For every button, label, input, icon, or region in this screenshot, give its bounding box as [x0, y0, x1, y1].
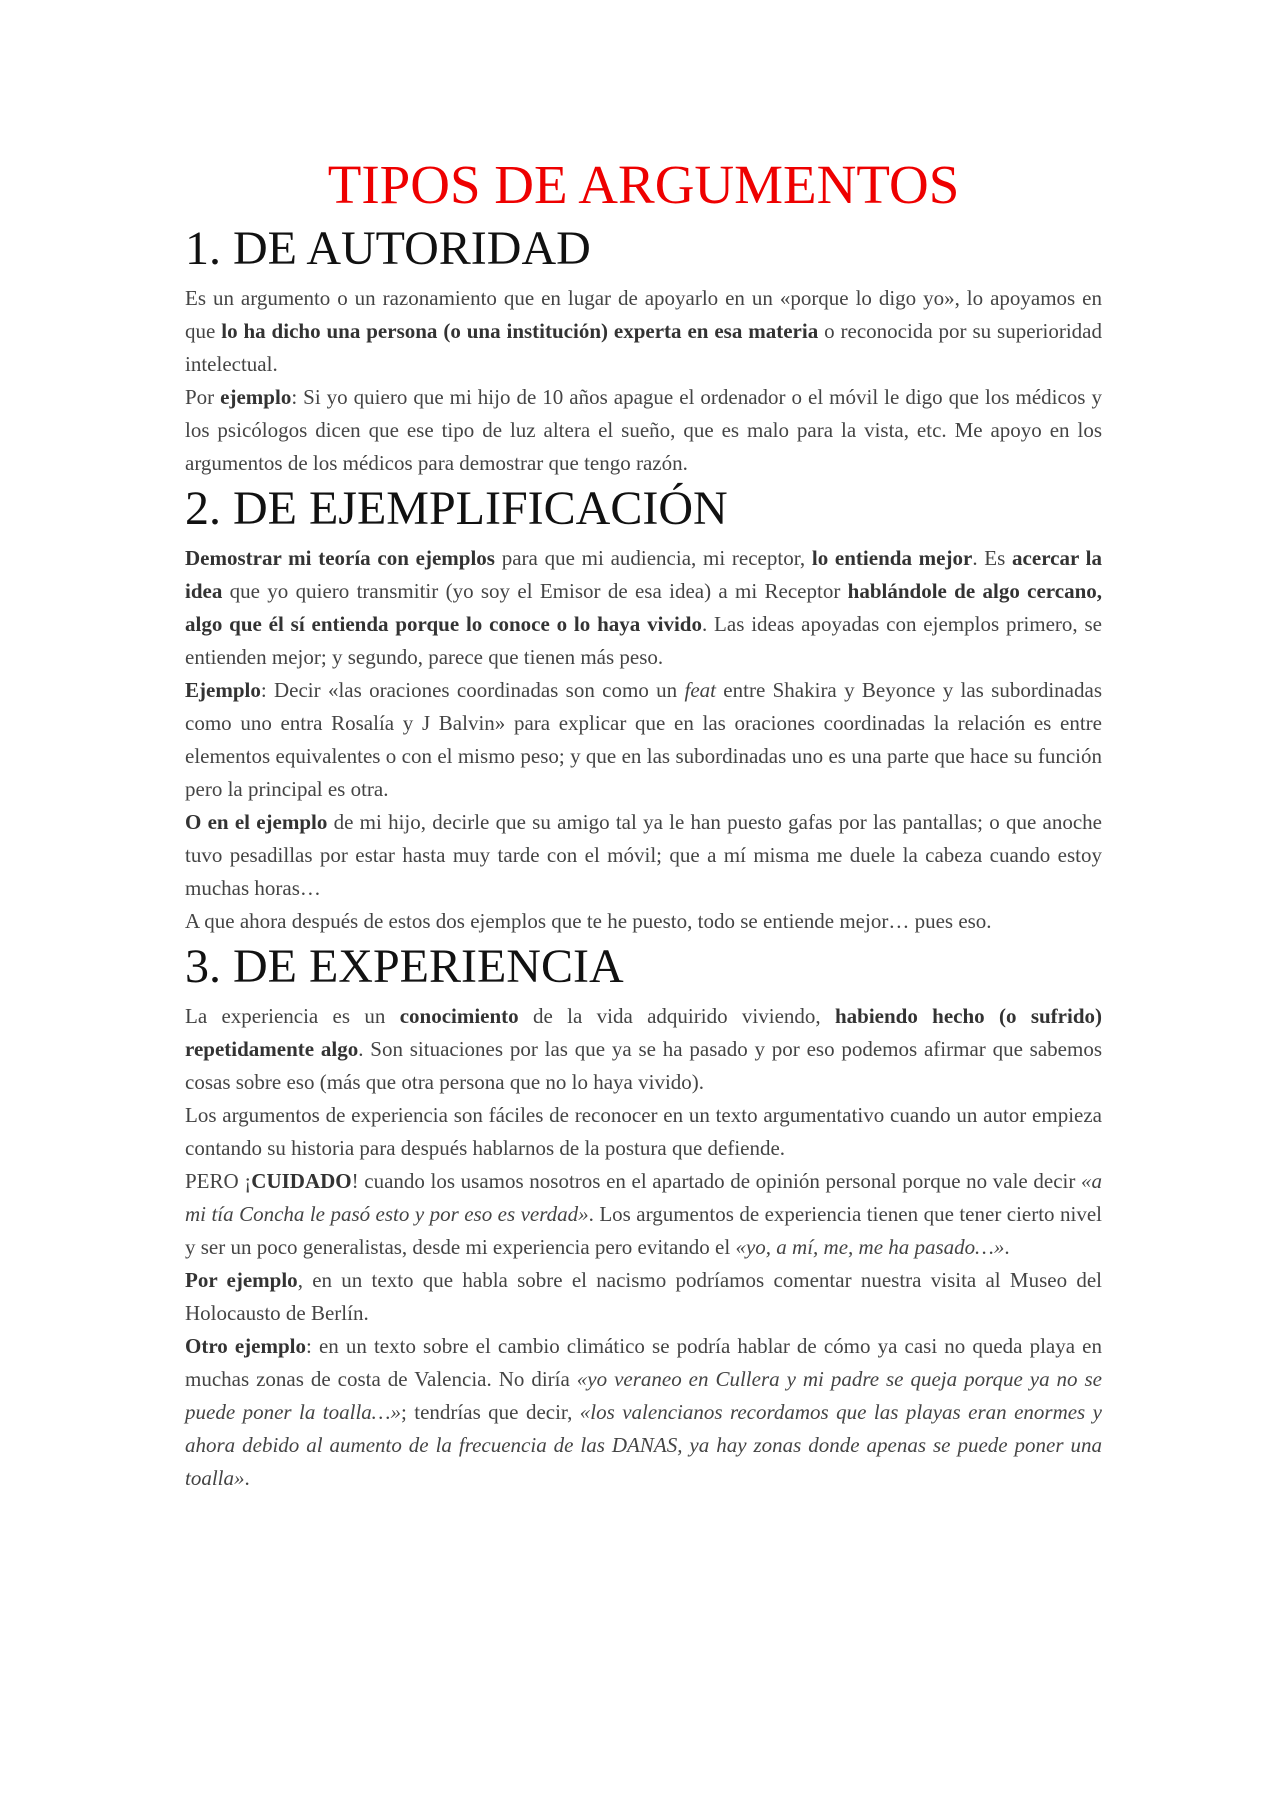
- paragraph: [185, 1099, 1102, 1165]
- text-run: .: [244, 1466, 250, 1490]
- text-run: ; tendrías que decir,: [400, 1400, 580, 1424]
- paragraph: [185, 1000, 1102, 1099]
- text-run: : Decir «las oraciones coordinadas son como un: [260, 678, 685, 702]
- text-run: . Es: [972, 546, 1013, 570]
- text-run: Es un argumento o un razonamiento que en lugar de apoyarlo en un «porque lo digo yo», lo apoyamos en que: [185, 286, 1102, 343]
- bold-text: Por ejemplo: [185, 1268, 298, 1292]
- text-run: PERO ¡: [185, 1169, 252, 1193]
- italic-text: «yo, a mí, me, me ha pasado…»: [735, 1235, 1005, 1259]
- text-run: Por: [185, 385, 221, 409]
- section-1: [185, 222, 1102, 480]
- bold-text: Ejemplo: [185, 678, 261, 702]
- text-run: para que mi audiencia, mi receptor,: [494, 546, 812, 570]
- bold-text: lo ha dicho una persona (o una institución) experta en esa materia: [221, 319, 819, 343]
- text-run: , en un texto que habla sobre el nacismo podríamos comentar nuestra visita al Museo del Holocausto de Berlín.: [185, 1268, 1102, 1325]
- section-2: [185, 482, 1102, 938]
- section-heading: 1. DE AUTORIDAD: [185, 222, 591, 275]
- paragraph: [185, 381, 1102, 480]
- bold-text: Demostrar mi teoría con ejemplos: [185, 546, 495, 570]
- paragraph: [185, 806, 1102, 905]
- paragraph: [185, 282, 1102, 381]
- page-title: TIPOS DE ARGUMENTOS: [327, 154, 960, 215]
- section-heading: 3. DE EXPERIENCIA: [185, 940, 624, 993]
- bold-text: conocimiento: [399, 1004, 519, 1028]
- text-run: : Si yo quiero que mi hijo de 10 años apague el ordenador o el móvil le digo que los médicos y los psicólogos dicen que ese tipo de luz altera el sueño, que es malo para la vista, etc. Me apoyo en los argumentos de los médicos para demostrar que tengo razón.: [185, 385, 1102, 475]
- paragraph: [185, 1330, 1102, 1495]
- bold-text: CUIDADO: [251, 1169, 352, 1193]
- sections-container: [185, 222, 1102, 1495]
- bold-text: Otro ejemplo: [185, 1334, 307, 1358]
- bold-text: lo entienda mejor: [811, 546, 973, 570]
- paragraph: [185, 542, 1102, 674]
- italic-text: «yo veraneo en Cullera y mi padre se queja porque ya no se puede poner la toalla…»: [185, 1367, 1103, 1424]
- paragraph: [185, 1264, 1102, 1330]
- bold-text: acercar la idea: [185, 546, 1102, 603]
- document-body: [185, 152, 1102, 1497]
- text-run: : en un texto sobre el cambio climático se podría hablar de cómo ya casi no queda playa en muchas zonas de costa de Valencia. No diría: [185, 1334, 1102, 1391]
- text-run: .: [1004, 1235, 1010, 1259]
- paragraph: [185, 905, 1102, 938]
- text-run: . Son situaciones por las que ya se ha pasado y por eso podemos afirmar que sabemos cosas sobre eso (más que otra persona que no lo haya vivido).: [185, 1037, 1103, 1094]
- italic-text: feat: [684, 678, 716, 702]
- text-run: A que ahora después de estos dos ejemplos que te he puesto, todo se entiende mejor… pues eso.: [185, 909, 992, 933]
- text-run: de la vida adquirido viviendo,: [518, 1004, 835, 1028]
- text-run: que yo quiero transmitir (yo soy el Emisor de esa idea) a mi Receptor: [222, 579, 848, 603]
- text-run: de mi hijo, decirle que su amigo tal ya le han puesto gafas por las pantallas; o que anoche tuvo pesadillas por estar hasta muy tarde con el móvil; que a mí misma me duele la cabeza cuando estoy muchas horas…: [185, 810, 1103, 900]
- paragraph: [185, 1165, 1102, 1264]
- text-run: . Las ideas apoyadas con ejemplos primero, se entienden mejor; y segundo, parece que tienen más peso.: [185, 612, 1102, 669]
- text-run: ! cuando los usamos nosotros en el apartado de opinión personal porque no vale decir: [351, 1169, 1081, 1193]
- text-run: . Los argumentos de experiencia tienen que tener cierto nivel y ser un poco generalistas, desde mi experiencia pero evitando el: [185, 1202, 1102, 1259]
- text-run: entre Shakira y Beyonce y las subordinadas como uno entra Rosalía y J Balvin» para explicar que en las oraciones coordinadas la relación es entre elementos equivalentes o con el mismo peso; y que en las subordinadas uno es una parte que hace su función pero la principal es otra.: [185, 678, 1102, 801]
- bold-text: O en el ejemplo: [185, 810, 328, 834]
- bold-text: ejemplo: [220, 385, 292, 409]
- section-heading: 2. DE EJEMPLIFICACIÓN: [185, 482, 728, 535]
- text-run: La experiencia es un: [185, 1004, 400, 1028]
- text-run: Los argumentos de experiencia son fáciles de reconocer en un texto argumentativo cuando un autor empieza contando su historia para después hablarnos de la postura que defiende.: [185, 1103, 1102, 1160]
- italic-text: «los valencianos recordamos que las playas eran enormes y ahora debido al aumento de la frecuencia de las DANAS, ya hay zonas donde apenas se puede poner una toalla»: [185, 1400, 1102, 1490]
- bold-text: hablándole de algo cercano, algo que él sí entienda porque lo conoce o lo haya vivido: [185, 579, 1102, 636]
- bold-text: habiendo hecho (o sufrido) repetidamente algo: [185, 1004, 1102, 1061]
- italic-text: «a mi tía Concha le pasó esto y por eso es verdad»: [185, 1169, 1102, 1226]
- text-run: o reconocida por su superioridad intelectual.: [185, 319, 1102, 376]
- section-3: [185, 940, 1102, 1495]
- paragraph: [185, 674, 1102, 806]
